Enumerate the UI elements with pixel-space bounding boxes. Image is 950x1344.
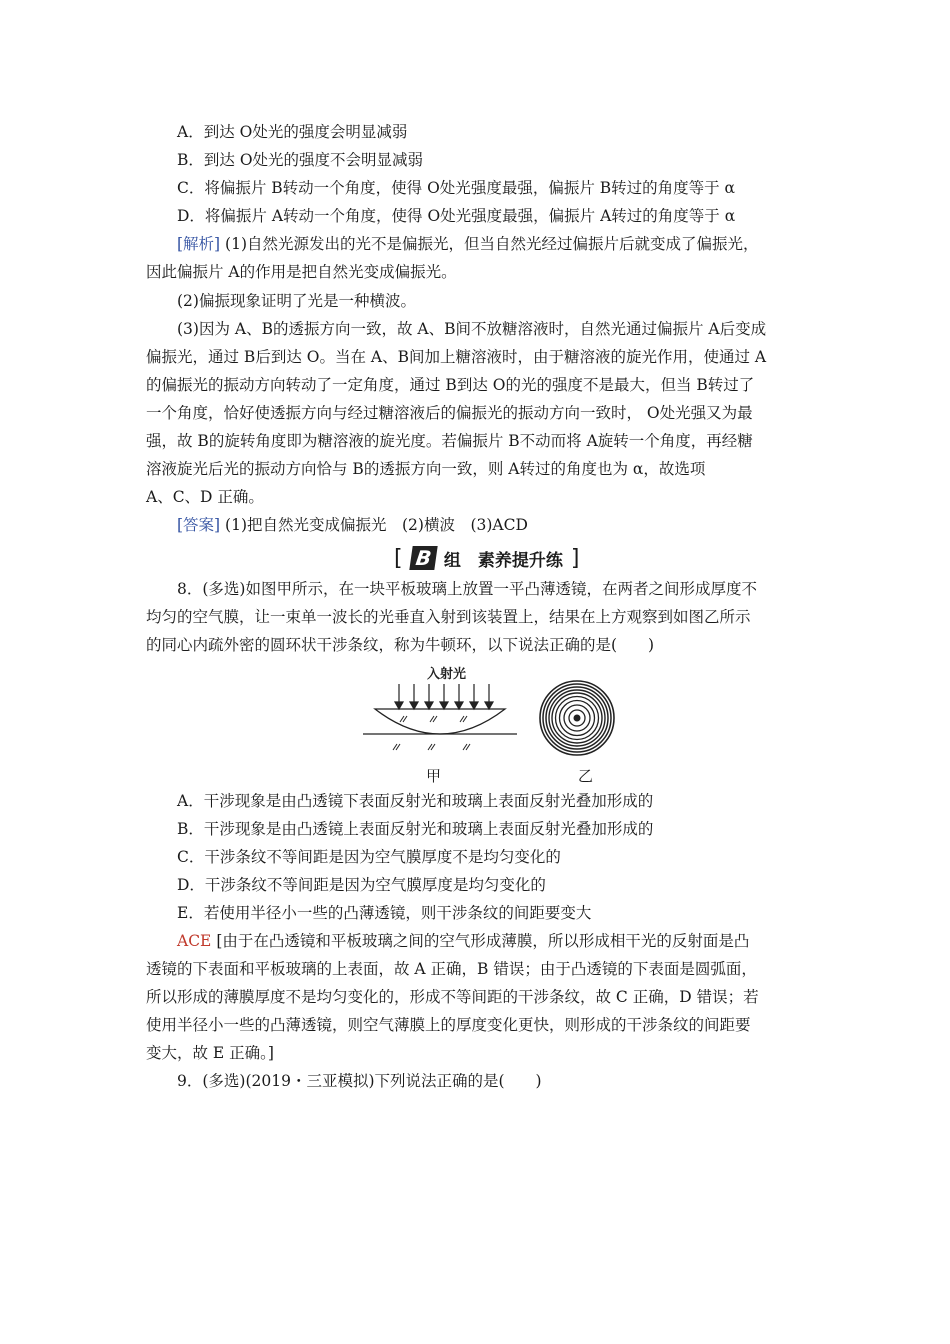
convex-lens [375,709,505,734]
analysis-p2: (2)偏振现象证明了光是一种横波。 [177,292,416,310]
section-bracket-close: ] [570,545,580,571]
q8-option-e: E．若使用半径小一些的凸薄透镜，则干涉条纹的间距要变大 [177,904,592,922]
section-letter: B [409,546,438,570]
analysis-p1-rest: 因此偏振片 A的作用是把自然光变成偏振光。 [146,263,457,281]
analysis-p3-line: (3)因为 A、B的透振方向一致，故 A、B间不放糖溶液时，自然光通过偏振片 A后变成 [177,320,767,338]
incident-light-label: 入射光 [427,667,467,682]
incident-arrows [395,684,493,709]
answer-line [177,514,528,536]
q8-solution-line: 变大，故 E 正确。] [146,1044,274,1062]
q7-option-b: B．到达 O处光的强度不会明显减弱 [177,151,424,169]
analysis-p3-line: 偏振光，通过 B后到达 O。当在 A、B间加上糖溶液时，由于糖溶液的旋光作用，使通过 A [146,348,767,366]
q8-solution-first: [由于在凸透镜和平板玻璃之间的空气形成薄膜，所以形成相干光的反射面是凸 [216,932,750,950]
newton-rings-figure [355,664,625,764]
q7-option-c: C．将偏振片 B转动一个角度，使得 O处光强度最强，偏振片 B转过的角度等于 α [177,179,736,197]
q8-option-b: B．干涉现象是由凸透镜上表面反射光和玻璃上表面反射光叠加形成的 [177,820,654,838]
newton-rings [540,681,614,755]
q7-option-a: A．到达 O处光的强度会明显减弱 [177,123,408,141]
figure-label-right: 乙 [578,767,594,785]
q8-stem-line: 的同心内疏外密的圆环状干涉条纹，称为牛顿环，以下说法正确的是( ) [146,636,655,654]
analysis-p3-line: 强，故 B的旋转角度即为糖溶液的旋光度。若偏振片 B不动而将 A旋转一个角度，再经糖 [146,432,753,450]
section-title: 组 素养提升练 [443,550,563,571]
answer-tag: [答案] [177,516,221,534]
analysis-p3-line: 一个角度，恰好使透振方向与经过糖溶液后的偏振光的振动方向一致时， O处光强又为最 [146,404,753,422]
q7-option-d: D．将偏振片 A转动一个角度，使得 O处光强度最强，偏振片 A转过的角度等于 α [177,207,736,225]
section-bracket-open: [ [394,545,403,571]
glass-hatch [393,744,470,750]
section-heading [394,543,579,573]
q9-stem: 9．(多选)(2019・三亚模拟)下列说法正确的是( ) [177,1072,542,1090]
q8-option-c: C．干涉条纹不等间距是因为空气膜厚度不是均匀变化的 [177,848,561,866]
q8-solution-line-1 [177,930,749,952]
q8-solution-line: 所以形成的薄膜厚度不是均匀变化的，形成不等间距的干涉条纹，故 C 正确，D 错误；若 [146,988,759,1006]
q8-stem-line: 均匀的空气膜，让一束单一波长的光垂直入射到该装置上，结果在上方观察到如图乙所示 [146,608,751,626]
analysis-p3-line: A、C、D 正确。 [146,488,264,506]
analysis-tag: [解析] [177,235,221,253]
analysis-p3-line: 的偏振光的振动方向转动了一定角度，通过 B到达 O的光的强度不是最大，但当 B转过了 [146,376,755,394]
answer-text: (1)把自然光变成偏振光 (2)横波 (3)ACD [225,516,528,534]
q8-solution-line: 透镜的下表面和平板玻璃的上表面，故 A 正确，B 错误；由于凸透镜的下表面是圆弧面， [146,960,757,978]
lens-hatch [400,716,467,722]
analysis-p1-first: (1)自然光源发出的光不是偏振光，但当自然光经过偏振片后就变成了偏振光， [225,235,759,253]
q8-option-a: A．干涉现象是由凸透镜下表面反射光和玻璃上表面反射光叠加形成的 [177,792,654,810]
q8-solution-line: 使用半径小一些的凸薄透镜，则空气薄膜上的厚度变化更快，则形成的干涉条纹的间距要 [146,1016,751,1034]
analysis-p3-line: 溶液旋光后光的振动方向恰与 B的透振方向一致，则 A转过的角度也为 α，故选项 [146,460,706,478]
q8-stem-line: 8．(多选)如图甲所示，在一块平板玻璃上放置一平凸薄透镜，在两者之间形成厚度不 [177,580,757,598]
figure-label-left: 甲 [426,767,442,785]
analysis-line-1 [177,233,759,255]
q8-option-d: D．干涉条纹不等间距是因为空气膜厚度是均匀变化的 [177,876,546,894]
q8-solution-tag: ACE [177,932,212,950]
